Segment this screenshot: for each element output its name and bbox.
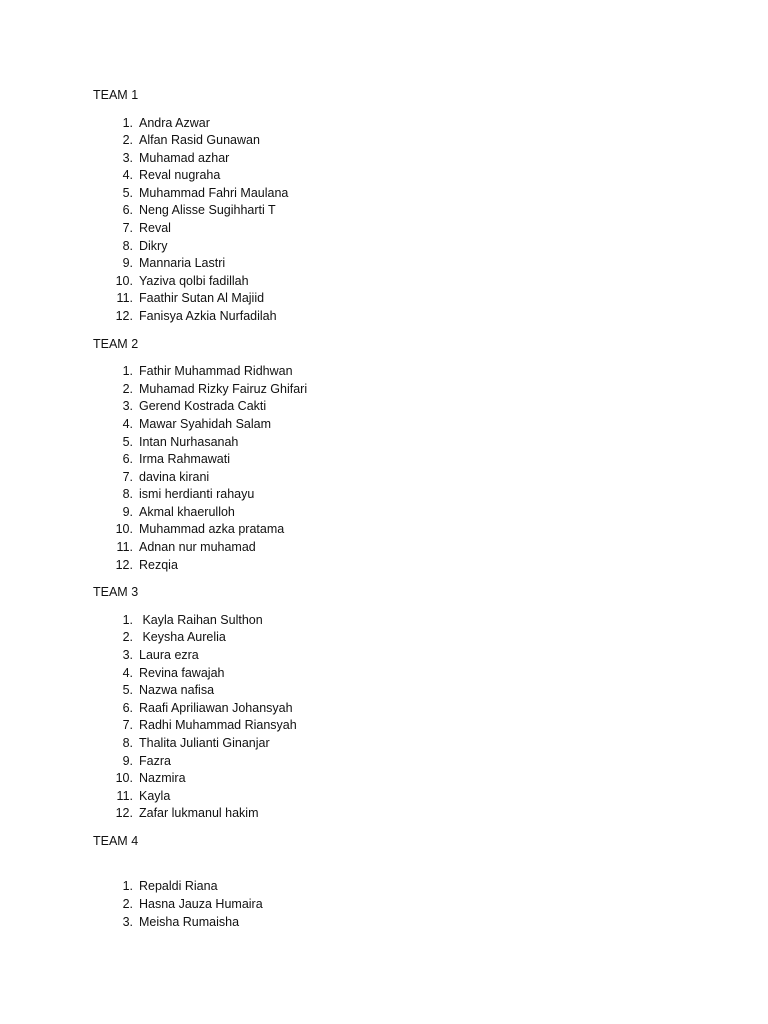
list-number: 9. bbox=[122, 256, 133, 271]
list-item bbox=[93, 770, 713, 788]
member-name: Adnan nur muhamad bbox=[139, 540, 256, 555]
member-name: Gerend Kostrada Cakti bbox=[139, 399, 267, 414]
member-name: Dikry bbox=[139, 238, 168, 253]
list-item bbox=[93, 700, 713, 718]
list-item bbox=[93, 398, 713, 416]
list-number: 6. bbox=[122, 452, 133, 467]
team-member-list bbox=[93, 115, 713, 326]
member-name: Nazwa nafisa bbox=[139, 683, 215, 698]
member-name: Hasna Jauza Humaira bbox=[139, 896, 263, 911]
list-number: 1. bbox=[122, 879, 133, 894]
list-item bbox=[93, 290, 713, 308]
list-item bbox=[93, 539, 713, 557]
member-name: Andra Azwar bbox=[139, 115, 210, 130]
member-name: Faathir Sutan Al Majiid bbox=[139, 291, 265, 306]
list-number: 10. bbox=[115, 522, 133, 537]
list-item bbox=[93, 381, 713, 399]
list-item bbox=[93, 115, 713, 133]
list-item bbox=[93, 167, 713, 185]
list-number: 1. bbox=[122, 612, 133, 627]
list-item bbox=[93, 308, 713, 326]
list-number: 6. bbox=[122, 700, 133, 715]
list-number: 12. bbox=[115, 806, 133, 821]
team-heading: TEAM 2 bbox=[93, 336, 139, 351]
list-number: 7. bbox=[122, 718, 133, 733]
member-name: Rezqia bbox=[139, 557, 178, 572]
list-number: 8. bbox=[122, 487, 133, 502]
list-item bbox=[93, 521, 713, 539]
list-number: 3. bbox=[122, 150, 133, 165]
list-number: 12. bbox=[115, 309, 133, 324]
list-number: 3. bbox=[122, 647, 133, 662]
list-item bbox=[93, 735, 713, 753]
list-number: 12. bbox=[115, 557, 133, 572]
list-number: 2. bbox=[122, 630, 133, 645]
member-name: Muhamad Rizky Fairuz Ghifari bbox=[139, 381, 308, 396]
list-item bbox=[93, 363, 713, 381]
list-item bbox=[93, 647, 713, 665]
member-name: Meisha Rumaisha bbox=[139, 914, 240, 929]
team-heading: TEAM 4 bbox=[93, 833, 139, 848]
member-name: Revina fawajah bbox=[139, 665, 225, 680]
member-name: Fazra bbox=[139, 753, 171, 768]
list-number: 8. bbox=[122, 735, 133, 750]
member-name: Kayla Raihan Sulthon bbox=[139, 612, 263, 627]
list-item bbox=[93, 629, 713, 647]
list-item bbox=[93, 132, 713, 150]
member-name: Muhammad azka pratama bbox=[139, 522, 285, 537]
member-name: Radhi Muhammad Riansyah bbox=[139, 718, 297, 733]
list-number: 2. bbox=[122, 381, 133, 396]
team-section bbox=[93, 833, 713, 931]
list-item bbox=[93, 805, 713, 823]
list-item bbox=[93, 202, 713, 220]
list-number: 5. bbox=[122, 185, 133, 200]
list-number: 8. bbox=[122, 238, 133, 253]
list-item bbox=[93, 469, 713, 487]
list-number: 5. bbox=[122, 683, 133, 698]
list-item bbox=[93, 914, 713, 932]
list-number: 5. bbox=[122, 434, 133, 449]
list-item bbox=[93, 878, 713, 896]
list-number: 9. bbox=[122, 504, 133, 519]
list-item bbox=[93, 753, 713, 771]
list-item bbox=[93, 665, 713, 683]
list-number: 7. bbox=[122, 221, 133, 236]
list-number: 11. bbox=[116, 788, 133, 803]
list-number: 3. bbox=[122, 399, 133, 414]
team-section bbox=[93, 584, 713, 823]
member-name: Raafi Apriliawan Johansyah bbox=[139, 700, 293, 715]
list-item bbox=[93, 255, 713, 273]
list-item bbox=[93, 185, 713, 203]
list-number: 10. bbox=[115, 273, 133, 288]
list-item bbox=[93, 788, 713, 806]
member-name: ismi herdianti rahayu bbox=[139, 487, 255, 502]
member-name: Keysha Aurelia bbox=[139, 630, 226, 645]
list-item bbox=[93, 612, 713, 630]
member-name: Mawar Syahidah Salam bbox=[139, 416, 272, 431]
list-item bbox=[93, 150, 713, 168]
team-heading: TEAM 3 bbox=[93, 585, 139, 600]
list-number: 11. bbox=[116, 540, 133, 555]
member-name: Neng Alisse Sugihharti T bbox=[139, 203, 276, 218]
list-item bbox=[93, 557, 713, 575]
list-number: 4. bbox=[122, 168, 133, 183]
list-item bbox=[93, 682, 713, 700]
member-name: Thalita Julianti Ginanjar bbox=[139, 735, 270, 750]
member-name: Akmal khaerulloh bbox=[139, 504, 235, 519]
member-name: Reval nugraha bbox=[139, 168, 221, 183]
member-name: Nazmira bbox=[139, 771, 186, 786]
member-name: Fanisya Azkia Nurfadilah bbox=[139, 309, 277, 324]
member-name: Laura ezra bbox=[139, 647, 199, 662]
member-name: Mannaria Lastri bbox=[139, 256, 226, 271]
member-name: Reval bbox=[139, 221, 171, 236]
document-page bbox=[93, 87, 713, 931]
team-member-list bbox=[93, 363, 713, 574]
list-number: 2. bbox=[122, 896, 133, 911]
list-number: 2. bbox=[122, 133, 133, 148]
list-item bbox=[93, 896, 713, 914]
list-number: 1. bbox=[122, 364, 133, 379]
member-name: Yaziva qolbi fadillah bbox=[139, 273, 249, 288]
list-number: 9. bbox=[122, 753, 133, 768]
member-name: Alfan Rasid Gunawan bbox=[139, 133, 260, 148]
list-item bbox=[93, 717, 713, 735]
list-item bbox=[93, 273, 713, 291]
member-name: Repaldi Riana bbox=[139, 879, 218, 894]
list-item bbox=[93, 486, 713, 504]
member-name: davina kirani bbox=[139, 469, 210, 484]
member-name: Muhammad Fahri Maulana bbox=[139, 185, 289, 200]
list-item bbox=[93, 238, 713, 256]
member-name: Kayla bbox=[139, 788, 171, 803]
team-section bbox=[93, 87, 713, 326]
list-number: 6. bbox=[122, 203, 133, 218]
team-member-list bbox=[93, 878, 713, 931]
member-name: Muhamad azhar bbox=[139, 150, 230, 165]
member-name: Fathir Muhammad Ridhwan bbox=[139, 364, 293, 379]
member-name: Irma Rahmawati bbox=[139, 452, 230, 467]
list-number: 4. bbox=[122, 665, 133, 680]
list-number: 11. bbox=[116, 291, 133, 306]
list-item bbox=[93, 220, 713, 238]
list-item bbox=[93, 416, 713, 434]
list-number: 7. bbox=[122, 469, 133, 484]
list-item bbox=[93, 451, 713, 469]
list-item bbox=[93, 504, 713, 522]
list-number: 1. bbox=[122, 115, 133, 130]
team-heading: TEAM 1 bbox=[93, 88, 139, 102]
list-number: 4. bbox=[122, 416, 133, 431]
list-number: 10. bbox=[115, 771, 133, 786]
list-number: 3. bbox=[122, 914, 133, 929]
team-member-list bbox=[93, 612, 713, 823]
member-name: Zafar lukmanul hakim bbox=[139, 806, 259, 821]
list-item bbox=[93, 434, 713, 452]
member-name: Intan Nurhasanah bbox=[139, 434, 239, 449]
team-section bbox=[93, 336, 713, 575]
